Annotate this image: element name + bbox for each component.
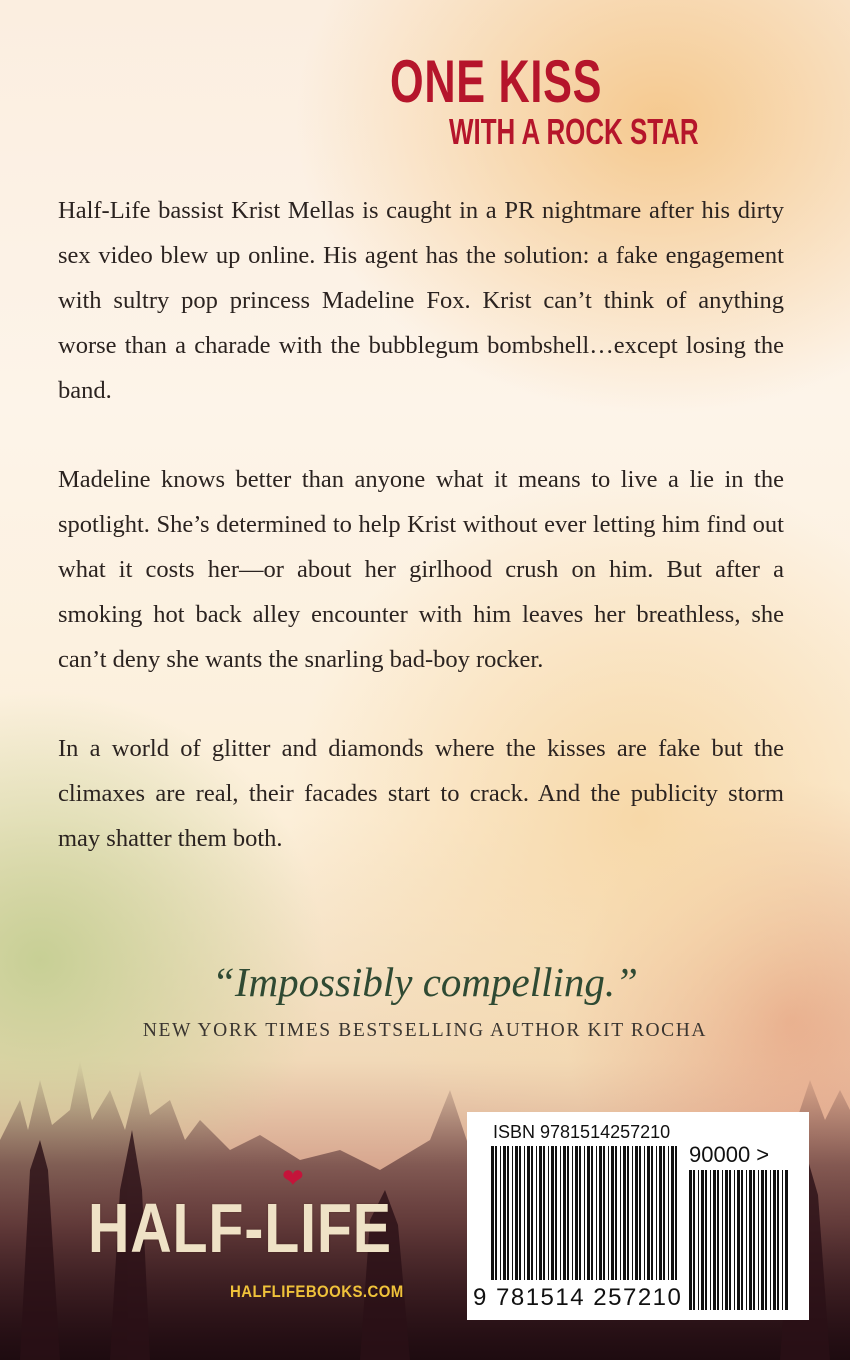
publisher-logo — [88, 1164, 404, 1314]
review-quote: “Impossibly compelling.” — [212, 959, 638, 1005]
book-title — [390, 48, 720, 152]
publisher-url: HALFLIFEBOOKS.COM — [230, 1282, 404, 1301]
addon-barcode-bars — [689, 1170, 789, 1310]
book-blurb — [58, 188, 784, 905]
blurb-paragraph: In a world of glitter and diamonds where the kisses are fake but the climaxes are real, their facades start to crack. And the publicity storm may shatter them both. — [58, 735, 784, 852]
review-attribution: NEW YORK TIMES BESTSELLING AUTHOR KIT ROCHA — [142, 1020, 708, 1041]
title-line-one: ONE KISS — [390, 48, 603, 115]
blurb-paragraph: Madeline knows better than anyone what it means to live a lie in the spotlight. She’s determined to help Krist without ever letting him find out what it costs her—or about her girlhood crush on him. But after a smoking hot back alley encounter with him leaves her breathless, she can’t deny she wants the snarling bad-boy rocker. — [58, 466, 784, 673]
title-line-two: WITH A ROCK STAR — [449, 111, 699, 152]
barcode-bars — [491, 1146, 681, 1296]
isbn-label: ISBN 9781514257210 — [493, 1122, 671, 1142]
blurb-paragraph: Half-Life bassist Krist Mellas is caught in a PR nightmare after his dirty sex video blew up online. His agent has the solution: a fake engagement with sultry pop princess Madeline Fox. Krist can’t think of anything worse than a charade with the bubblegum bombshell…except losing the band. — [58, 197, 784, 404]
isbn-barcode — [467, 1112, 809, 1320]
price-code: 90000 > — [689, 1142, 770, 1167]
isbn-digits: 9 781514 257210 — [473, 1284, 683, 1311]
publisher-name: HALF-LIFE — [88, 1189, 392, 1267]
heart-icon: ❤ — [282, 1164, 304, 1194]
